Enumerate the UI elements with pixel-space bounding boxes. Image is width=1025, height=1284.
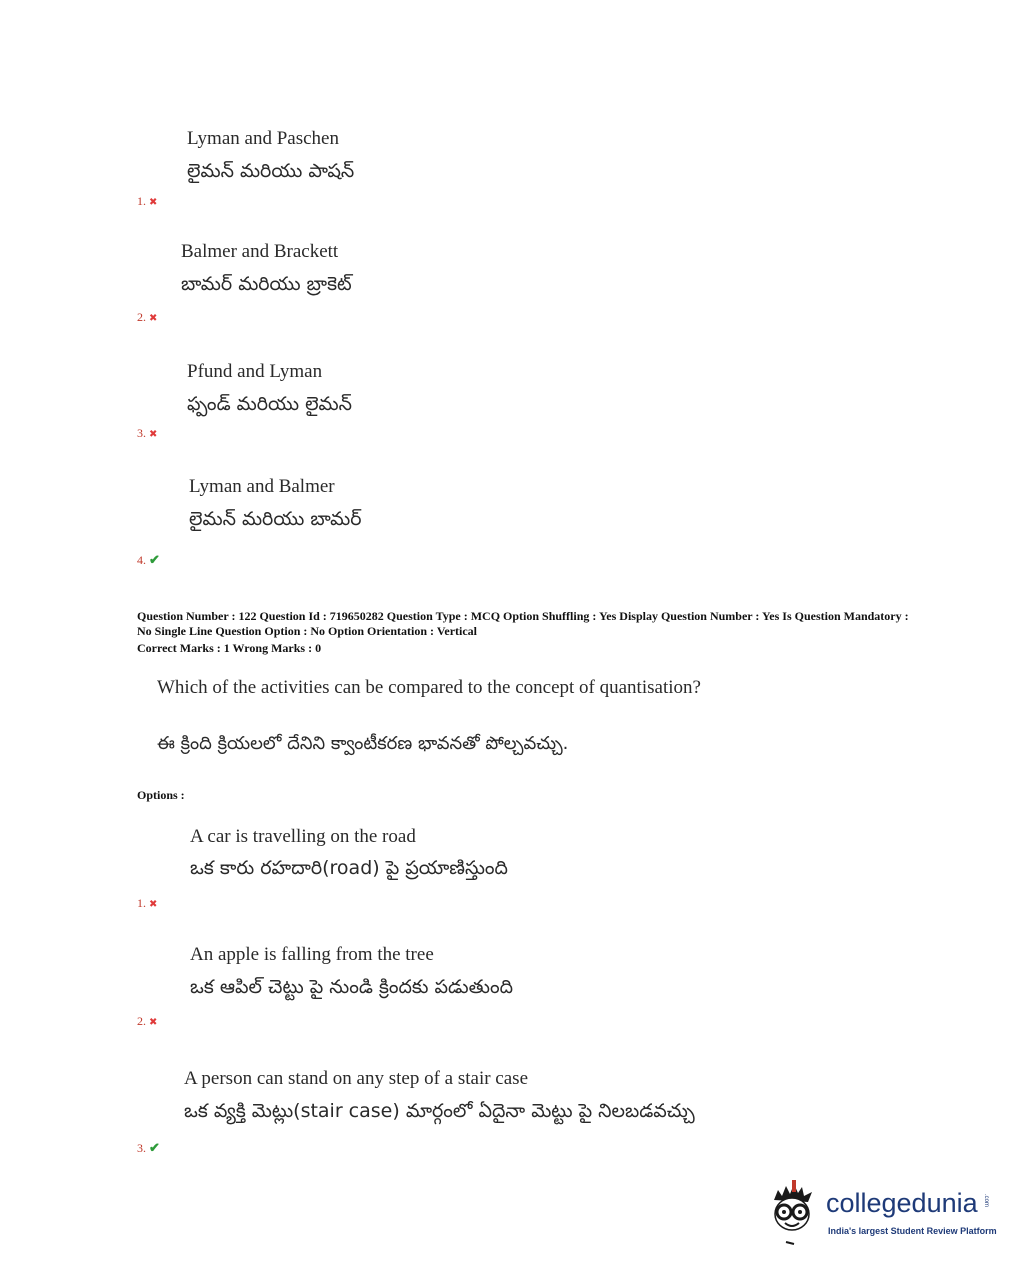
prev-option-3-te: ఫ్పండ్ మరియు లైమన్ (187, 393, 352, 415)
collegedunia-logo[interactable] (768, 1178, 998, 1248)
prev-option-4-en: Lyman and Balmer (189, 476, 335, 497)
check-mark-icon: ✔ (149, 552, 160, 567)
logo-domain: .com (983, 1194, 989, 1208)
logo-name: collegedunia (826, 1188, 978, 1218)
wrong-mark-icon: ✖ (149, 899, 158, 910)
option-3-te: ఒక వ్యక్తి మెట్లు(stair case) మార్గంలో ఏదైనా మెట్టు పై నిలబడవచ్చు (184, 1100, 695, 1122)
option-2-en: An apple is falling from the tree (190, 944, 434, 965)
option-3-en: A person can stand on any step of a stair case (184, 1068, 529, 1089)
wrong-mark-icon: ✖ (149, 197, 158, 208)
wrong-mark-icon: ✖ (149, 1017, 158, 1028)
option-3-marker (137, 1140, 160, 1156)
option-number: 4. (137, 553, 146, 567)
option-2-marker (137, 1014, 157, 1029)
prev-option-2-te: బామర్ మరియు బ్రాకెట్ (181, 273, 352, 295)
wrong-mark-icon: ✖ (149, 429, 158, 440)
option-1-te: ఒక కారు రహదారి(road) పై ప్రయాణిస్తుంది (190, 857, 508, 879)
logo-tagline: India's largest Student Review Platform (828, 1226, 997, 1236)
question-marks: Correct Marks : 1 Wrong Marks : 0 (137, 641, 322, 655)
option-number: 3. (137, 426, 146, 440)
mascot-icon (768, 1178, 826, 1248)
option-number: 3. (137, 1141, 146, 1155)
prev-option-1-en: Lyman and Paschen (187, 128, 339, 149)
prev-option-4-te: లైమన్ మరియు బామర్ (189, 508, 362, 530)
prev-option-4-marker (137, 552, 160, 568)
question-text-en: Which of the activities can be compared to the concept of quantisation? (157, 677, 701, 698)
question-text-te: ఈ క్రింది క్రియలలో దేనిని క్వాంటీకరణ భావనతో పోల్చవచ్చు. (157, 733, 569, 754)
option-1-en: A car is travelling on the road (190, 826, 416, 847)
prev-option-3-marker (137, 426, 157, 441)
prev-option-2-en: Balmer and Brackett (181, 241, 339, 262)
options-label: Options : (137, 788, 185, 802)
prev-option-3-en: Pfund and Lyman (187, 361, 323, 382)
option-number: 2. (137, 1014, 146, 1028)
option-number: 1. (137, 194, 146, 208)
option-number: 2. (137, 310, 146, 324)
option-1-marker (137, 896, 157, 911)
question-meta: Question Number : 122 Question Id : 719650282 Question Type : MCQ Option Shuffling : Yes Display Question Number : Yes Is Question Mandatory : No Single Line Question Option : No Option Orientation : Vertical (137, 609, 909, 638)
wrong-mark-icon: ✖ (149, 313, 158, 324)
check-mark-icon: ✔ (149, 1140, 160, 1155)
option-number: 1. (137, 896, 146, 910)
prev-option-1-marker (137, 194, 157, 209)
prev-option-2-marker (137, 310, 157, 325)
prev-option-1-te: లైమన్ మరియు పాషన్ (187, 160, 355, 182)
option-2-te: ఒక ఆపిల్ చెట్టు పై నుండి క్రిందకు పడుతుంది (190, 976, 513, 998)
